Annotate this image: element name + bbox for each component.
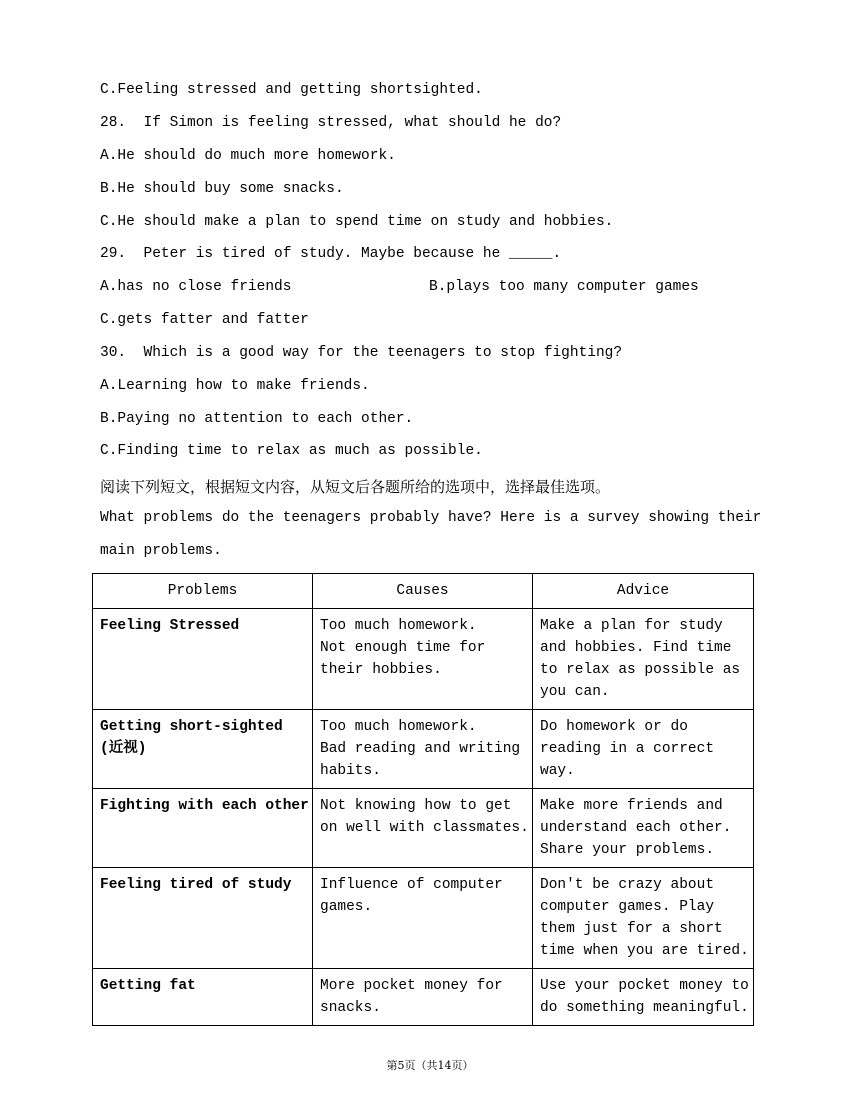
problem-cell: Getting fat [93,969,313,1026]
table-row [93,868,754,969]
problem-cell: Feeling tired of study [93,868,313,969]
advice-cell: Don't be crazy about computer games. Play them just for a short time when you are tired. [533,868,754,969]
passage-line-2: main problems. [100,543,222,559]
option-29c: C.gets fatter and fatter [100,312,309,328]
header-problems: Problems [93,574,313,609]
survey-table [92,573,754,1026]
header-advice: Advice [533,574,754,609]
option-28c: C.He should make a plan to spend time on study and hobbies. [100,214,614,230]
advice-cell: Use your pocket money to do something meaningful. [533,969,754,1026]
option-29b: B.plays too many computer games [429,279,699,295]
advice-cell: Do homework or do reading in a correct way. [533,710,754,789]
question-30: 30. Which is a good way for the teenagers to stop fighting? [100,345,623,361]
passage-line-1: What problems do the teenagers probably have? Here is a survey showing their [100,510,762,526]
option-30b: B.Paying no attention to each other. [100,411,414,427]
problem-cell: Feeling Stressed [93,609,313,710]
option-28b: B.He should buy some snacks. [100,181,344,197]
table-row [93,789,754,868]
causes-cell: Too much homework. Not enough time for their hobbies. [313,609,533,710]
problem-cell: Getting short-sighted (近视) [93,710,313,789]
option-30a: A.Learning how to make friends. [100,378,370,394]
causes-cell: Not knowing how to get on well with classmates. [313,789,533,868]
causes-cell: Too much homework. Bad reading and writing habits. [313,710,533,789]
option-30c: C.Finding time to relax as much as possible. [100,443,483,459]
option-27c: C.Feeling stressed and getting shortsighted. [100,82,483,98]
header-causes: Causes [313,574,533,609]
table-row [93,969,754,1026]
reading-instruction: 阅读下列短文，根据短文内容，从短文后各题所给的选项中，选择最佳选项。 [100,478,611,496]
problem-cell: Fighting with each other [93,789,313,868]
causes-cell: Influence of computer games. [313,868,533,969]
table-row [93,609,754,710]
option-28a: A.He should do much more homework. [100,148,396,164]
advice-cell: Make a plan for study and hobbies. Find time to relax as possible as you can. [533,609,754,710]
page-footer: 第5页（共14页） [386,1059,474,1072]
table-header-row [93,574,754,609]
question-29: 29. Peter is tired of study. Maybe because he _____. [100,246,562,262]
table-row [93,710,754,789]
option-29a: A.has no close friends [100,279,292,295]
question-28: 28. If Simon is feeling stressed, what should he do? [100,115,562,131]
advice-cell: Make more friends and understand each other. Share your problems. [533,789,754,868]
causes-cell: More pocket money for snacks. [313,969,533,1026]
